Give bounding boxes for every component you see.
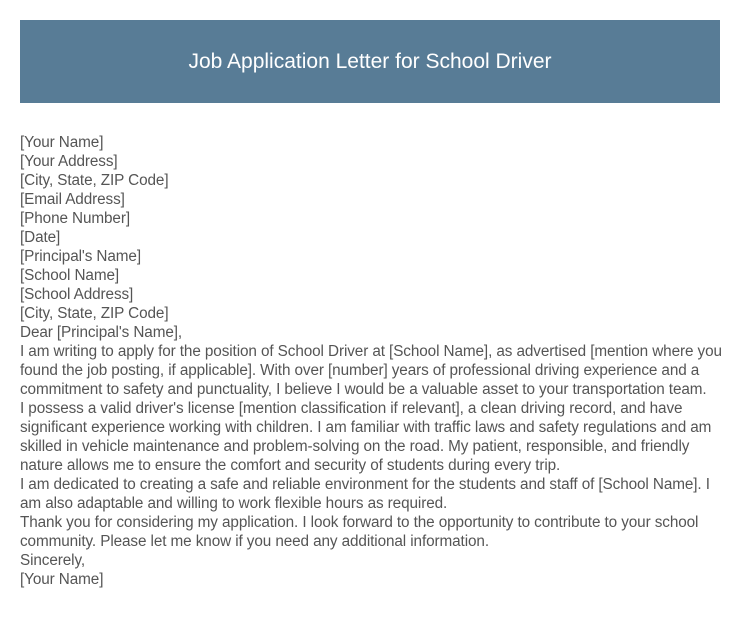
sender-city: [City, State, ZIP Code] — [20, 172, 169, 189]
document-header — [20, 20, 720, 103]
paragraph-dedication: I am dedicated to creating a safe and reliable environment for the students and staff of [School Name]. I am also adaptable and willing to work flexible hours as required. — [20, 476, 710, 512]
school-address: [School Address] — [20, 286, 134, 303]
paragraph-closing: Thank you for considering my application. I look forward to the opportunity to contribute to your school community. Please let me know if you need any additional information. — [20, 514, 699, 550]
paragraph-intro: I am writing to apply for the position of School Driver at [School Name], as advertised [mention where you found the job posting, if applicable]. With over [number] years of professional driving experience and a commitment to safety and punctuality, I believe I would be a valuable asset to your transportation team. — [20, 343, 722, 398]
sender-phone: [Phone Number] — [20, 210, 130, 227]
letter-body — [20, 133, 722, 589]
document-title: Job Application Letter for School Driver — [188, 49, 552, 73]
letter-date: [Date] — [20, 229, 61, 246]
salutation: Dear [Principal's Name], — [20, 324, 183, 341]
school-city: [City, State, ZIP Code] — [20, 305, 169, 322]
recipient-name: [Principal's Name] — [20, 248, 141, 265]
sender-email: [Email Address] — [20, 191, 125, 208]
sender-address: [Your Address] — [20, 153, 118, 170]
paragraph-qualifications: I possess a valid driver's license [mention classification if relevant], a clean driving record, and have significant experience working with children. I am familiar with traffic laws and safety regulations and am skilled in vehicle maintenance and problem-solving on the road. My patient, responsible, and friendly nature allows me to ensure the comfort and security of students during every trip. — [20, 400, 712, 474]
sign-off: Sincerely, — [20, 552, 86, 569]
signature-name: [Your Name] — [20, 571, 104, 588]
sender-name: [Your Name] — [20, 134, 104, 151]
school-name: [School Name] — [20, 267, 120, 284]
